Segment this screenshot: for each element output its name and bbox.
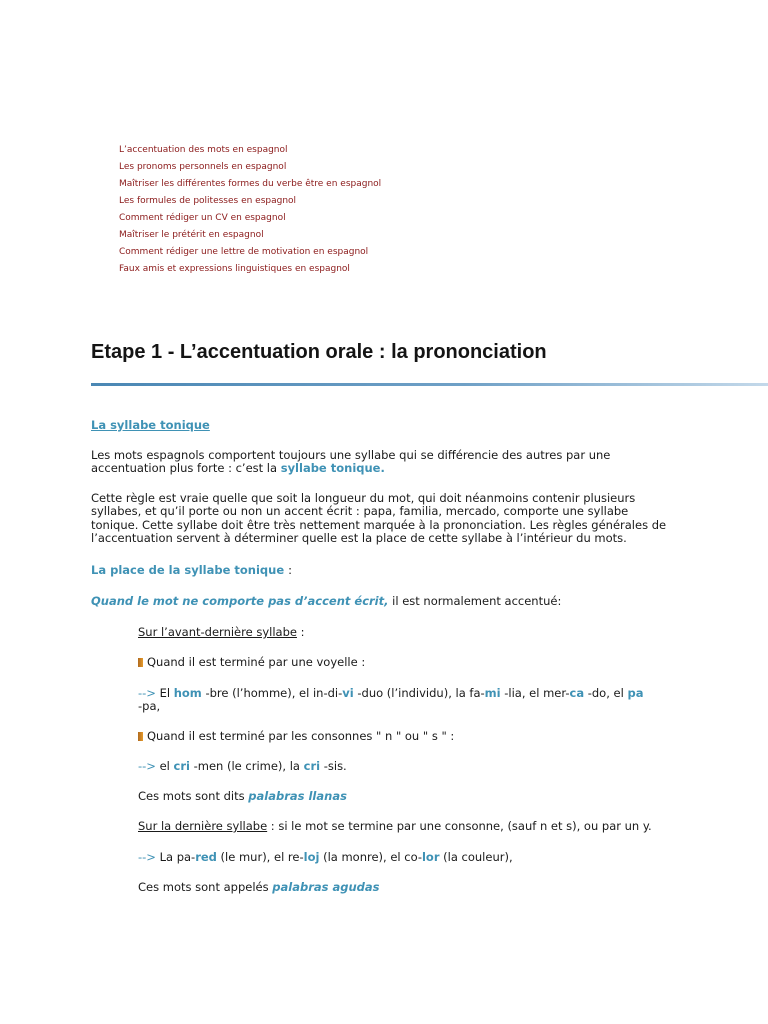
stressed-syllable: hom xyxy=(173,686,202,700)
paragraph-line: l’accentuation servent à déterminer quelle est la place de cette syllabe à l’intérieur du mots. xyxy=(91,531,627,545)
intro-line xyxy=(91,595,561,608)
page-title: Etape 1 - L’accentuation orale : la prononciation xyxy=(91,341,547,363)
list-item xyxy=(119,210,381,227)
stressed-syllable: lor xyxy=(421,850,440,864)
bullet-icon xyxy=(138,658,143,667)
subheading-label: Sur la dernière syllabe xyxy=(138,819,268,833)
text-span: La pa- xyxy=(155,850,196,864)
stressed-syllable: vi xyxy=(342,686,354,700)
example-line xyxy=(138,687,643,700)
list-item xyxy=(119,261,381,278)
subheading-derniere xyxy=(138,820,652,833)
bullet-item xyxy=(138,730,454,743)
highlight-term: palabras llanas xyxy=(248,789,347,803)
text-span: -duo (l’individu), la fa- xyxy=(353,686,485,700)
text-span: -do, el xyxy=(584,686,628,700)
paragraph-line: tonique. Cette syllabe doit être très nettement marquée à la prononciation. Les règles générales de xyxy=(91,518,667,532)
list-item xyxy=(119,193,381,210)
list-item xyxy=(119,159,381,176)
example-line xyxy=(138,851,513,864)
paragraph-line: Les mots espagnols comportent toujours une syllabe qui se différencie des autres par une xyxy=(91,448,611,462)
section-heading-place xyxy=(91,564,292,577)
arrow-icon: --> xyxy=(138,759,156,773)
stressed-syllable: pa xyxy=(627,686,644,700)
text-span: : xyxy=(296,625,305,639)
title-divider xyxy=(91,383,768,386)
arrow-icon: --> xyxy=(138,850,156,864)
bullet-text: Quand il est terminé par les consonnes " n " ou " s " : xyxy=(147,729,455,743)
text-span: Ces mots sont dits xyxy=(138,789,249,803)
llanas-line xyxy=(138,790,347,803)
link-accentuation[interactable]: L’accentuation des mots en espagnol xyxy=(119,145,288,155)
text-span: -bre (l’homme), el in-di- xyxy=(201,686,343,700)
stressed-syllable: mi xyxy=(484,686,501,700)
stressed-syllable: cri xyxy=(303,759,321,773)
stressed-syllable: ca xyxy=(569,686,585,700)
text-span: -lia, el mer- xyxy=(500,686,570,700)
text-span: : xyxy=(288,563,293,577)
list-item xyxy=(119,227,381,244)
link-preterit[interactable]: Maîtriser le prétérit en espagnol xyxy=(119,230,264,240)
highlight-term: Quand le mot ne comporte pas d’accent écrit, xyxy=(91,594,389,608)
text-span: -sis. xyxy=(320,759,347,773)
section-heading-label: La syllabe tonique xyxy=(91,418,210,432)
link-lettre-motivation[interactable]: Comment rédiger une lettre de motivation en espagnol xyxy=(119,247,369,257)
highlight-term: palabras agudas xyxy=(272,880,380,894)
text-span: el xyxy=(155,759,174,773)
subheading-label: Sur l’avant-dernière syllabe xyxy=(138,625,297,639)
list-item xyxy=(119,176,381,193)
text-span: (le mur), el re- xyxy=(216,850,304,864)
text-span: El xyxy=(155,686,174,700)
bullet-item xyxy=(138,656,365,669)
text-span: (la monre), el co- xyxy=(319,850,422,864)
link-faux-amis[interactable]: Faux amis et expressions linguistiques en espagnol xyxy=(119,264,350,274)
related-links-list xyxy=(119,142,381,278)
agudas-line xyxy=(138,881,380,894)
text-span: : si le mot se termine par une consonne, (sauf n et s), ou par un y. xyxy=(267,819,652,833)
highlight-term: syllabe tonique. xyxy=(280,461,385,475)
list-item xyxy=(119,244,381,261)
text-span: il est normalement accentué: xyxy=(388,594,562,608)
paragraph-line: syllabes, et qu’il porte ou non un accent écrit : papa, familia, mercado, comporte une syllabe xyxy=(91,504,629,518)
text-span: -men (le crime), la xyxy=(189,759,304,773)
link-politesse[interactable]: Les formules de politesses en espagnol xyxy=(119,196,297,206)
link-pronoms[interactable]: Les pronoms personnels en espagnol xyxy=(119,162,287,172)
text-span: Ces mots sont appelés xyxy=(138,880,273,894)
bullet-text: Quand il est terminé par une voyelle : xyxy=(147,655,366,669)
example-line xyxy=(138,760,347,773)
arrow-icon: --> xyxy=(138,686,156,700)
bullet-icon xyxy=(138,732,143,741)
paragraph-line: Cette règle est vraie quelle que soit la longueur du mot, qui doit néanmoins contenir plusieurs xyxy=(91,491,636,505)
link-verbe-etre[interactable]: Maîtriser les différentes formes du verbe être en espagnol xyxy=(119,179,382,189)
stressed-syllable: red xyxy=(195,850,217,864)
subheading-avant-derniere xyxy=(138,626,304,639)
stressed-syllable: loj xyxy=(303,850,320,864)
list-item xyxy=(119,142,381,159)
section-heading-syllabe-tonique xyxy=(91,419,210,432)
example-line-continuation: -pa, xyxy=(138,699,161,713)
text-span: (la couleur), xyxy=(439,850,513,864)
section-heading-label: La place de la syllabe tonique xyxy=(91,563,289,577)
link-cv[interactable]: Comment rédiger un CV en espagnol xyxy=(119,213,286,223)
paragraph-line xyxy=(91,462,385,475)
stressed-syllable: cri xyxy=(173,759,190,773)
text-span: accentuation plus forte : c’est la xyxy=(91,461,281,475)
